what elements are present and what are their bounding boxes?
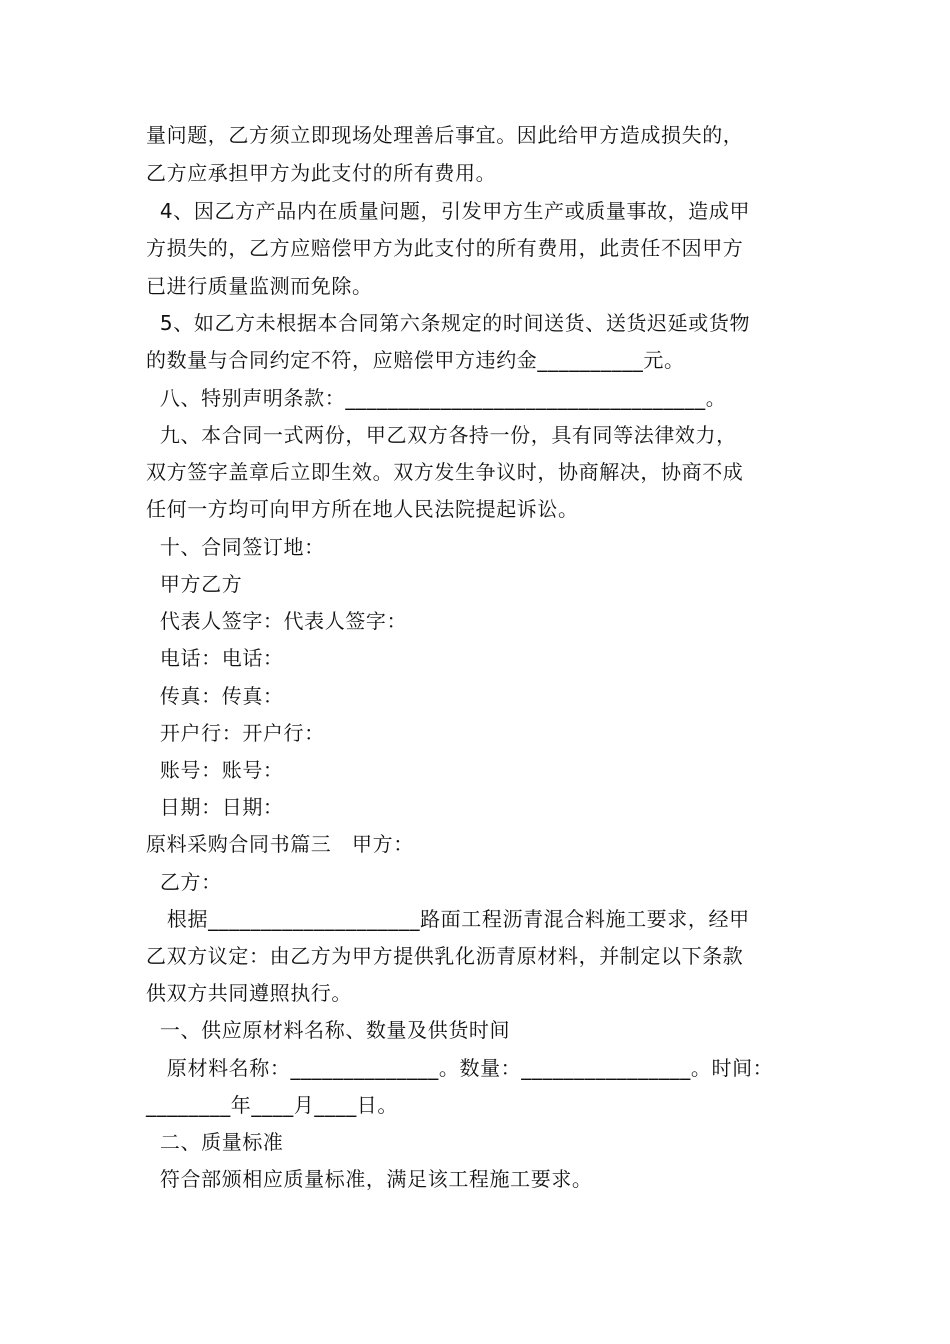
text-line: 传真：传真： [146,684,284,708]
text-line: 5、如乙方未根据本合同第六条规定的时间送货、送货迟延或货物 [146,311,751,335]
text-line: 十、合同签订地： [146,535,325,559]
text-line: 量问题，乙方须立即现场处理善后事宜。因此给甲方造成损失的， [146,123,744,147]
text-line: 日期：日期： [146,795,284,819]
text-line: 供双方共同遵照执行。 [146,981,352,1005]
text-line: 二、质量标准 [146,1130,284,1154]
text-line: 根据____________________路面工程沥青混合料施工要求，经甲 [146,907,750,931]
section-heading: 原料采购合同书篇三 甲方： [146,832,414,856]
text-line: ________年____月____日。 [146,1093,398,1117]
text-line: 一、供应原材料名称、数量及供货时间 [146,1018,511,1042]
text-line: 4、因乙方产品内在质量问题，引发甲方生产或质量事故，造成甲 [146,199,751,223]
text-line: 双方签字盖章后立即生效。双方发生争议时，协商解决，协商不成 [146,460,744,484]
text-line: 任何一方均可向甲方所在地人民法院提起诉讼。 [146,497,579,521]
text-line: 八、特别声明条款：__________________________________。 [146,386,727,410]
text-line: 符合部颁相应质量标准，满足该工程施工要求。 [146,1167,593,1191]
text-line: 账号：账号： [146,758,284,782]
text-line: 原材料名称：______________。数量：________________。时间： [146,1056,774,1080]
text-line: 电话：电话： [146,646,284,670]
text-line: 开户行：开户行： [146,721,325,745]
text-line: 方损失的，乙方应赔偿甲方为此支付的所有费用，此责任不因甲方 [146,236,744,260]
text-line: 乙双方议定：由乙方为甲方提供乳化沥青原材料，并制定以下条款 [146,944,744,968]
text-line: 甲方乙方 [146,572,243,596]
text-line: 的数量与合同约定不符，应赔偿甲方违约金__________元。 [146,348,685,372]
text-line: 乙方应承担甲方为此支付的所有费用。 [146,161,497,185]
text-line: 已进行质量监测而免除。 [146,274,373,298]
text-line: 代表人签字：代表人签字： [146,609,408,633]
text-line: 乙方： [146,870,222,894]
text-line: 九、本合同一式两份，甲乙双方各持一份，具有同等法律效力， [146,423,737,447]
